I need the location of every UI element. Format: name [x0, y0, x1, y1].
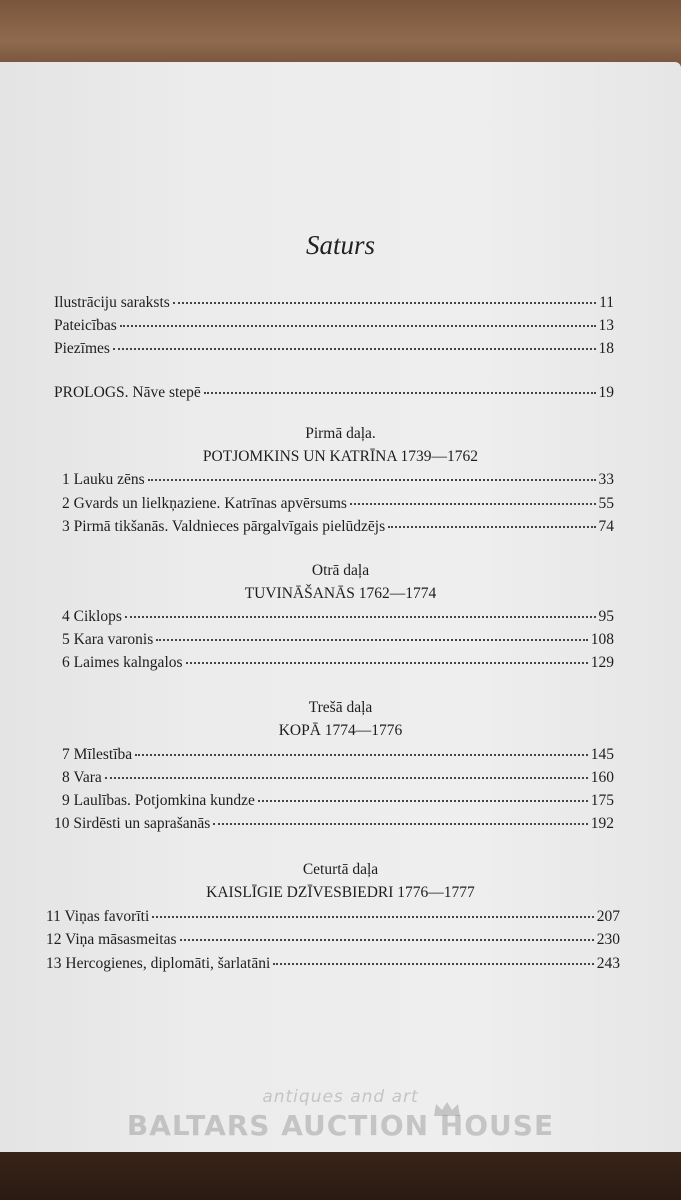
toc-entry-title: 13 Hercogienes, diplomāti, šarlatāni — [46, 955, 271, 972]
toc-entry-title: 3 Pirmā tikšanās. Valdnieces pārgalvīgais pielūdzējs — [62, 518, 386, 535]
toc-entry-title: Pateicības — [54, 317, 117, 334]
toc-entry-title: PROLOGS. Nāve stepē — [54, 384, 201, 401]
toc-entry — [54, 293, 614, 313]
toc-entry — [62, 607, 614, 627]
toc-entry — [62, 768, 614, 788]
toc-entry — [54, 814, 614, 834]
toc-entry-title: 4 Ciklops — [62, 608, 122, 625]
toc-entry — [46, 907, 620, 927]
toc-entry-page: 108 — [590, 631, 614, 648]
toc-entry — [62, 517, 614, 537]
leader-dots — [213, 823, 587, 825]
toc-entry — [54, 339, 614, 359]
leader-dots — [350, 503, 596, 505]
toc-entry-page: 74 — [598, 518, 614, 535]
toc-entry-title: Ilustrāciju saraksts — [54, 294, 170, 311]
part-label: Pirmā daļa. — [305, 425, 376, 442]
toc-entry — [62, 470, 614, 490]
page-title: Saturs — [305, 230, 376, 260]
toc-entry-title: 2 Gvards un lielkņaziene. Katrīnas apvērsums — [62, 495, 347, 512]
toc-entry-page: 145 — [590, 746, 614, 763]
leader-dots — [156, 639, 588, 641]
toc-entry — [62, 630, 614, 650]
leader-dots — [186, 662, 588, 664]
leader-dots — [180, 939, 594, 941]
leader-dots — [173, 302, 596, 304]
toc-entry-page: 11 — [599, 294, 614, 311]
toc-entry-page: 192 — [590, 815, 614, 832]
leader-dots — [105, 777, 588, 779]
part-label: Trešā daļa — [308, 699, 373, 716]
toc-entry — [46, 954, 620, 974]
part-label: Ceturtā daļa — [302, 861, 379, 878]
toc-entry-title: 11 Viņas favorīti — [46, 908, 150, 925]
toc-entry-page: 13 — [598, 317, 614, 334]
watermark-line1: antiques and art — [262, 1087, 419, 1107]
watermark-line2: BALTARS AUCTION HOUSE — [126, 1109, 555, 1142]
toc-entry-page: 18 — [598, 340, 614, 357]
part-subtitle: POTJOMKINS UN KATRĪNA 1739—1762 — [202, 448, 479, 465]
toc-entry — [54, 316, 614, 336]
part-subtitle: KOPĀ 1774—1776 — [278, 722, 403, 739]
toc-entry-page: 175 — [590, 792, 614, 809]
leader-dots — [273, 963, 593, 965]
toc-entry-page: 55 — [598, 495, 614, 512]
toc-entry-page: 160 — [590, 769, 614, 786]
toc-entry-title: 5 Kara varonis — [62, 631, 154, 648]
toc-entry-title: 1 Lauku zēns — [62, 471, 145, 488]
toc-entry-title: Piezīmes — [54, 340, 110, 357]
part-subtitle: TUVINĀŠANĀS 1762—1774 — [244, 585, 437, 602]
leader-dots — [120, 325, 596, 327]
leader-dots — [152, 916, 594, 918]
leader-dots — [125, 616, 596, 618]
toc-entry — [62, 745, 614, 765]
leader-dots — [388, 526, 595, 528]
toc-entry — [62, 653, 614, 673]
toc-entry-title: 8 Vara — [62, 769, 102, 786]
toc-entry-title: 12 Viņa māsasmeitas — [46, 931, 177, 948]
toc-entry-page: 230 — [596, 931, 620, 948]
part-subtitle: KAISLĪGIE DZĪVESBIEDRI 1776—1777 — [206, 884, 475, 901]
toc-entry — [46, 930, 620, 950]
toc-entry-page: 95 — [598, 608, 614, 625]
toc-entry-title: 6 Laimes kalngalos — [62, 654, 183, 671]
toc-entry — [62, 791, 614, 811]
toc-entry-page: 33 — [598, 471, 614, 488]
toc-entry-title: 7 Mīlestība — [62, 746, 133, 763]
toc-entry-page: 207 — [596, 908, 620, 925]
toc-entry-page: 129 — [590, 654, 614, 671]
leader-dots — [258, 800, 588, 802]
part-label: Otrā daļa — [311, 562, 370, 579]
toc-entry-title: 9 Laulības. Potjomkina kundze — [62, 792, 255, 809]
leader-dots — [148, 479, 596, 481]
toc-entry-page: 243 — [596, 955, 620, 972]
leader-dots — [135, 754, 588, 756]
toc-entry-prologue — [54, 383, 614, 403]
toc-entry — [62, 494, 614, 514]
leader-dots — [113, 348, 596, 350]
wooden-table-bottom — [0, 1145, 681, 1200]
leader-dots — [204, 392, 596, 394]
toc-entry-title: 10 Sirdēsti un saprašanās — [54, 815, 211, 832]
toc-entry-page: 19 — [598, 384, 614, 401]
